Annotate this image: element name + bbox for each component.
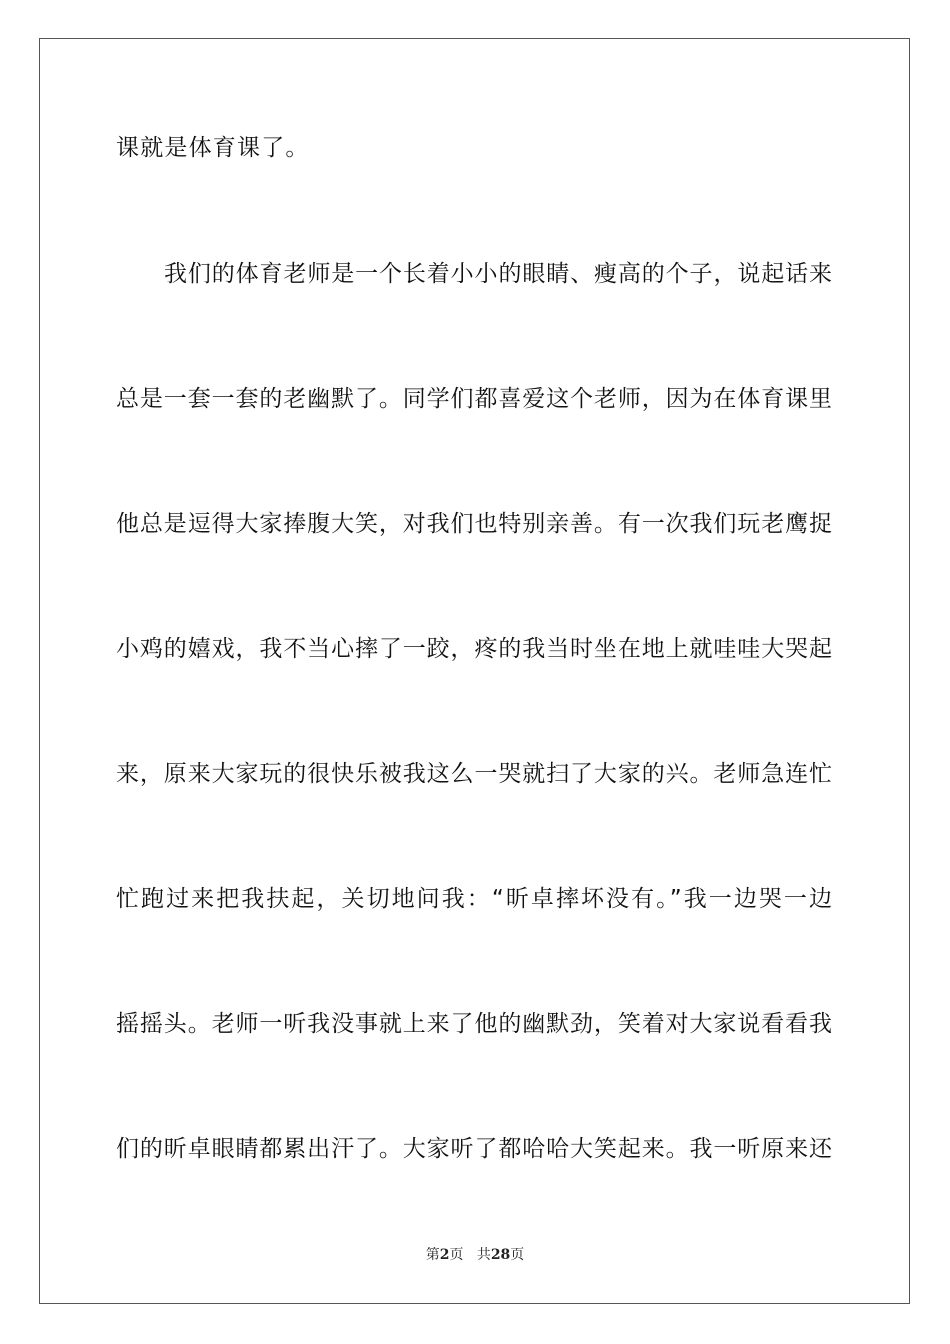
text-line-5: 小鸡的嬉戏，我不当心摔了一跤，疼的我当时坐在地上就哇哇大哭起 [116,636,832,662]
page-border [39,38,910,1304]
footer-page-number: 2 [439,1247,450,1263]
page-footer [0,1246,950,1264]
text-line-6: 来，原来大家玩的很快乐被我这么一哭就扫了大家的兴。老师急连忙 [116,761,832,787]
footer-total-pages: 28 [490,1247,511,1263]
footer-total-suffix: 页 [510,1247,525,1263]
text-line-4: 他总是逗得大家捧腹大笑，对我们也特别亲善。有一次我们玩老鹰捉 [116,511,832,537]
text-line-9: 们的昕卓眼睛都累出汗了。大家听了都哈哈大笑起来。我一听原来还 [116,1136,832,1162]
footer-page-prefix: 第 [425,1247,440,1263]
text-line-1: 课就是体育课了。 [116,135,310,161]
text-line-8: 摇摇头。老师一听我没事就上来了他的幽默劲，笑着对大家说看看我 [116,1011,832,1037]
text-line-3: 总是一套一套的老幽默了。同学们都喜爱这个老师，因为在体育课里 [116,386,832,412]
text-line-2: 我们的体育老师是一个长着小小的眼睛、瘦高的个子，说起话来 [164,261,832,287]
footer-total-prefix: 共 [476,1247,491,1263]
footer-page-suffix: 页 [449,1247,464,1263]
text-line-7: 忙跑过来把我扶起，关切地问我：“昕卓摔坏没有。”我一边哭一边 [116,886,832,912]
